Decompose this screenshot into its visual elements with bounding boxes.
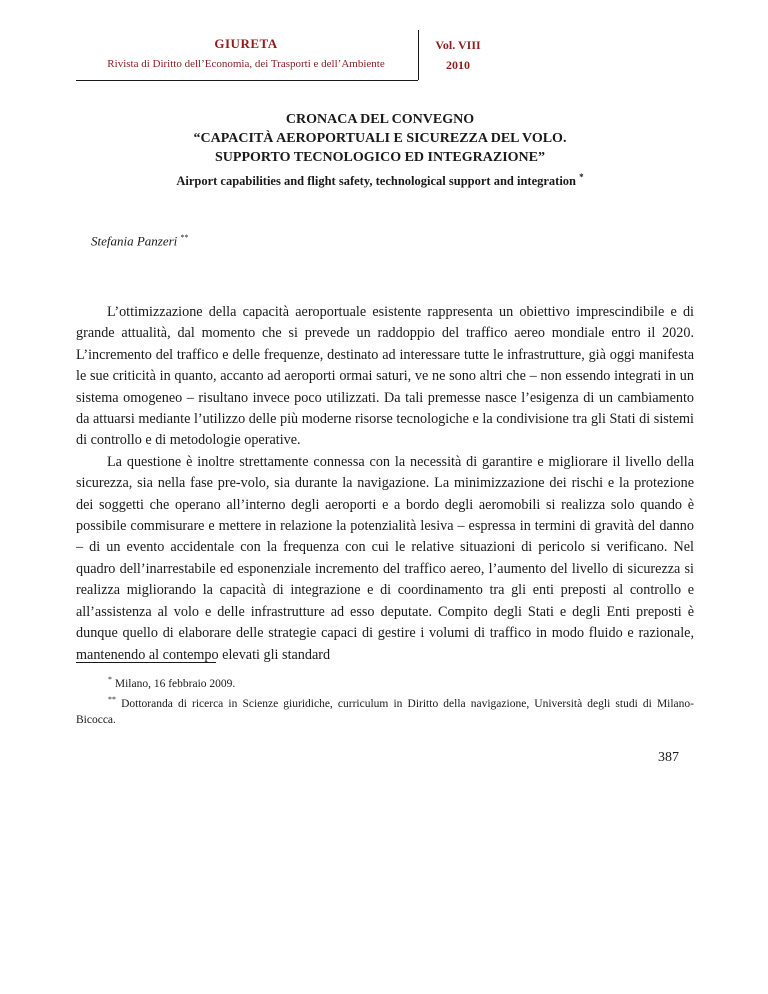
page-number: 387: [658, 750, 679, 765]
footnotes: [76, 672, 694, 728]
title-line-3: SUPPORTO TECNOLOGICO ED INTEGRAZIONE”: [215, 150, 545, 165]
english-title: [60, 168, 700, 191]
footnote-1-text: Milano, 16 febbraio 2009.: [114, 677, 236, 690]
volume-label: Vol. VIII: [435, 38, 481, 52]
journal-title: GIURETA: [214, 36, 278, 51]
footnote-2-mark: **: [108, 694, 116, 704]
header-divider: [418, 30, 419, 80]
body-paragraph: La questione è inoltre strettamente connessa con la necessità di garantire e migliorare il livello della sicurezza, sia nella fase pre-volo, sia durante la navigazione. La minimizzazione dei rischi e la protezione dei soggetti che operano all’interno degli aeroporti e a bordo degli aeromobili si realizza solo quando è possibile commisurare e mettere in relazione la potenzialità lesiva – espressa in termini di gravità del danno – di un evento accidentale con la frequenza con cui le relative situazioni di pericolo si verificano. Nel quadro dell’inarrestabile ed esponenziale incremento del traffico aereo, l’aumento del livello di sicurezza si realizza migliorando la capacità di integrazione e di coordinamento tra gli enti preposti al controllo e all’assistenza al volo e delle infrastrutture ad esso deputate. Compito degli Stati e degli Enti preposti è dunque quello di elaborare delle strategie capaci di gestire i volumi di traffico in modo fluido e razionale, mantenendo al contempo elevati gli standard: [76, 453, 694, 663]
footnote-2-text: Dottoranda di ricerca in Scienze giuridiche, curriculum in Diritto della navigazione, Università degli studi di Milano-Bicocca.: [76, 697, 694, 726]
author-footnote-mark[interactable]: **: [180, 233, 189, 242]
english-title-footnote-mark[interactable]: *: [579, 172, 584, 182]
header-rule: [76, 80, 418, 81]
journal-subtitle: Rivista di Diritto dell’Economia, dei Trasporti e dell’Ambiente: [107, 58, 385, 70]
footnote-1-mark: *: [108, 675, 112, 684]
author-line: [91, 233, 189, 249]
footnote-1: [76, 672, 694, 692]
footnote-2: [76, 692, 694, 728]
article-body: [76, 302, 694, 666]
article-titles: [60, 110, 700, 191]
year-label: 2010: [446, 58, 470, 72]
author-name: Stefania Panzeri: [91, 233, 178, 249]
title-line-1: CRONACA DEL CONVEGNO: [285, 112, 475, 127]
footnote-separator: [76, 662, 216, 663]
body-paragraph: L’ottimizzazione della capacità aeroportuale esistente rappresenta un obiettivo imprescindibile e di grande attualità, dal momento che si prevede un raddoppio del traffico aereo mondiale entro il 2020. L’incremento del traffico e delle frequenze, destinato ad interessare tutte le infrastrutture, già oggi manifesta le sue criticità in quanto, accanto ad aeroporti ormai saturi, ve ne sono altri che – non essendo integrati in un sistema omogeneo – risultano invece poco utilizzati. Da tali premesse nasce l’esigenza di un cambiamento da attuarsi mediante l’utilizzo delle più moderne risorse tecnologiche e la condivisione tra gli Stati di sistemi di controllo e di metodologie operative.: [76, 304, 694, 449]
journal-header: [76, 30, 481, 78]
title-line-2: “CAPACITÀ AEROPORTUALI E SICUREZZA DEL VOLO.: [193, 131, 567, 146]
english-title-text: Airport capabilities and flight safety, technological support and integration: [176, 174, 577, 189]
